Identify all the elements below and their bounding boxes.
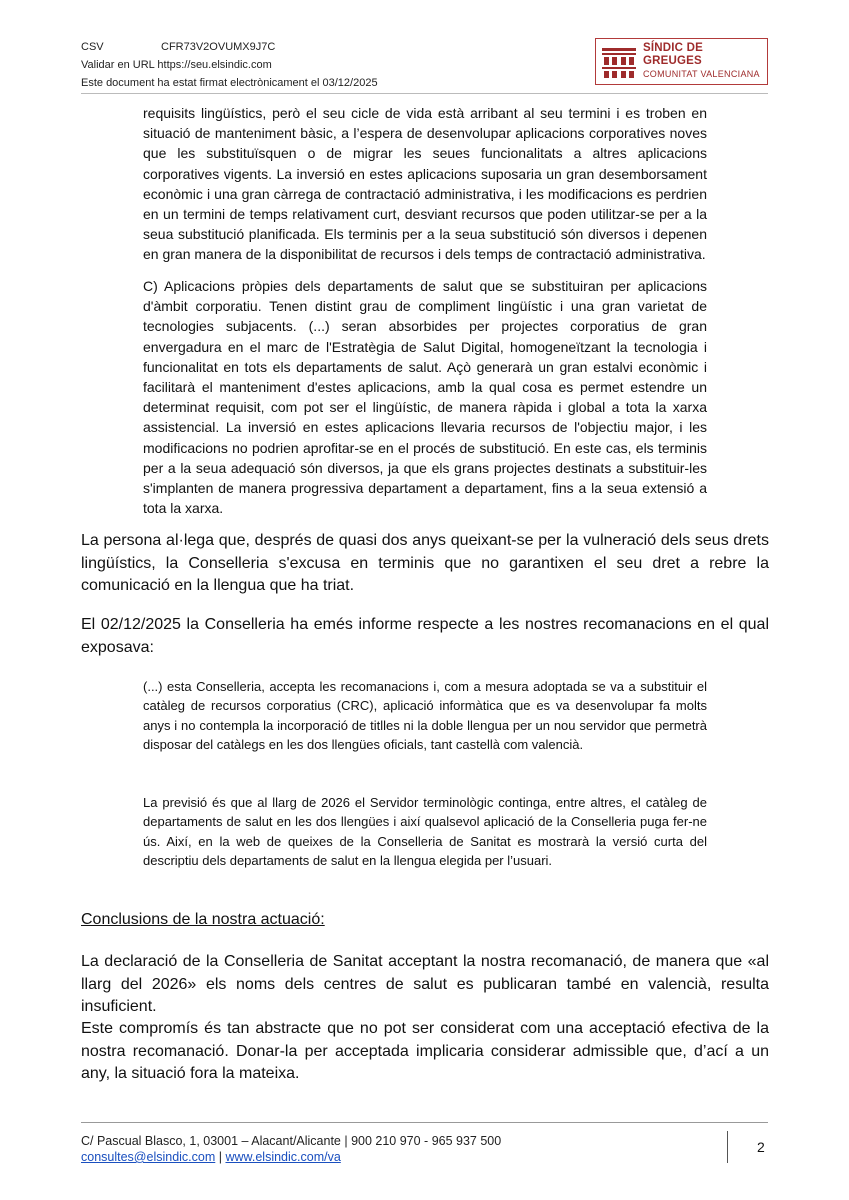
csv-row: [81, 38, 378, 56]
page-number: 2: [757, 1139, 765, 1155]
quote-paragraph-1: requisits lingüístics, però el seu cicle de vida està arribant al seu termini i es troben en situació de manteniment bàsic, a l’espera de desenvolupar aplicacions corporatives noves que les substituïsquen o de migrar les seues funcionalitats a altres aplicacions corporatives vigents. La inversió en estes aplicacions suposaria un gran desemborsament econòmic i una gran càrrega de contractació administrativa, i les modificacions es perdrien en un termini de temps relativament curt, desviant recursos que poden utilitzar-se per a la seua substitució planificada. Els terminis per a la seua substitució són diversos i depenen en gran manera de la disponibilitat de recursos i dels temps de contractació administrativa.: [143, 105, 707, 263]
footer-links: [81, 1149, 501, 1165]
logo-text: [643, 42, 762, 81]
csv-label: CSV: [81, 41, 104, 53]
footer-address: C/ Pascual Blasco, 1, 03001 – Alacant/Alicante | 900 210 970 - 965 937 500: [81, 1134, 502, 1148]
footer-divider: [81, 1122, 768, 1123]
body-paragraph-allegation: La persona al·lega que, després de quasi dos anys queixant-se per la vulneració dels seus drets lingüístics, la Conselleria s'excusa en terminis que no garantixen el seu dret a rebre la comunicació en la llengua que ha triat.: [81, 532, 769, 594]
body-paragraph-report: El 02/12/2025 la Conselleria ha emés informe respecte a les nostres recomanacions en el qual exposava:: [81, 616, 769, 656]
building-icon: [601, 44, 637, 80]
footer: [81, 1133, 501, 1165]
web-link[interactable]: www.elsindic.com/va: [225, 1150, 341, 1164]
body-paragraph-commitment: Este compromís és tan abstracte que no pot ser considerat com una acceptació efectiva de la nostra recomanació. Donar-la per acceptada implicaria considerar admissible que, d’ací a un any, la situació fora la mateixa.: [81, 1020, 769, 1082]
footer-vertical-divider: [727, 1131, 728, 1163]
header-divider: [81, 93, 768, 94]
document-header: [81, 38, 378, 92]
conclusions-heading-row: [81, 909, 769, 932]
logo-subtitle: COMUNITAT VALENCIANA: [643, 69, 760, 79]
csv-code: CFR73V2OVUMX9J7C: [161, 41, 276, 53]
sindic-logo: [595, 38, 768, 85]
body-paragraph-declaration: La declaració de la Conselleria de Sanitat acceptant la nostra recomanació, de manera que «al llarg del 2026» els noms dels centres de salut es publicaran també en valencià, resulta insuficient.: [81, 953, 769, 1015]
footer-separator: |: [215, 1150, 226, 1164]
quote-paragraph-3: (...) esta Conselleria, accepta les recomanacions i, com a mesura adoptada se va a substituir el catàleg de recursos corporatius (CRC), aplicació informàtica que es va desenvolupar fa molts anys i no contempla la incorporació de titlles ni la doble llengua per un nou servidor que permetrà disposar del catàlegs en les dos llengües oficials, tant castellà com valencià.: [143, 679, 707, 752]
logo-title: SÍNDIC DE GREUGES: [643, 42, 703, 67]
validate-url: Validar en URL https://seu.elsindic.com: [81, 59, 272, 71]
signed-note: Este document ha estat firmat electrònicament el 03/12/2025: [81, 77, 378, 89]
email-link[interactable]: consultes@elsindic.com: [81, 1150, 216, 1164]
conclusions-heading: Conclusions de la nostra actuació:: [81, 911, 325, 928]
quote-paragraph-2: C) Aplicacions pròpies dels departaments de salut que se substituiran per aplicacions d'àmbit corporatiu. Tenen distint grau de compliment lingüístic i una gran varietat de tecnologies subjacents. (...) seran absorbides per projectes corporatius de gran envergadura en el marc de l'Estratègia de Salut Digital, homogeneïtzant la tecnologia i funcionalitat en tots els departaments de salut. Açò generarà un gran estalvi econòmic i facilitarà el manteniment d'estes aplicacions, amb la qual cosa es permet estendre un determinat requisit, com pot ser el lingüístic, de manera ràpida i global a tota la xarxa assistencial. La inversió en estes aplicacions llevaria recursos de l'objectiu major, i les modificacions no podrien aprofitar-se en el procés de substitució. En este cas, els terminis per a la seua adequació són diversos, ja que els grans projectes destinats a substituir-les s'implanten de manera progressiva departament a departament, fins a la seua extensió a tota la xarxa.: [143, 278, 707, 517]
quote-paragraph-4: La previsió és que al llarg de 2026 el Servidor terminològic continga, entre altres, el catàleg de departaments de salut en les dos llengües i així qualsevol aplicació de la Conselleria puga fer-ne ús. Així, en la web de queixes de la Conselleria de Sanitat es mostrarà la versió curta del descriptiu dels departaments de salut en la llengua elegida per l’usuari.: [143, 795, 707, 868]
